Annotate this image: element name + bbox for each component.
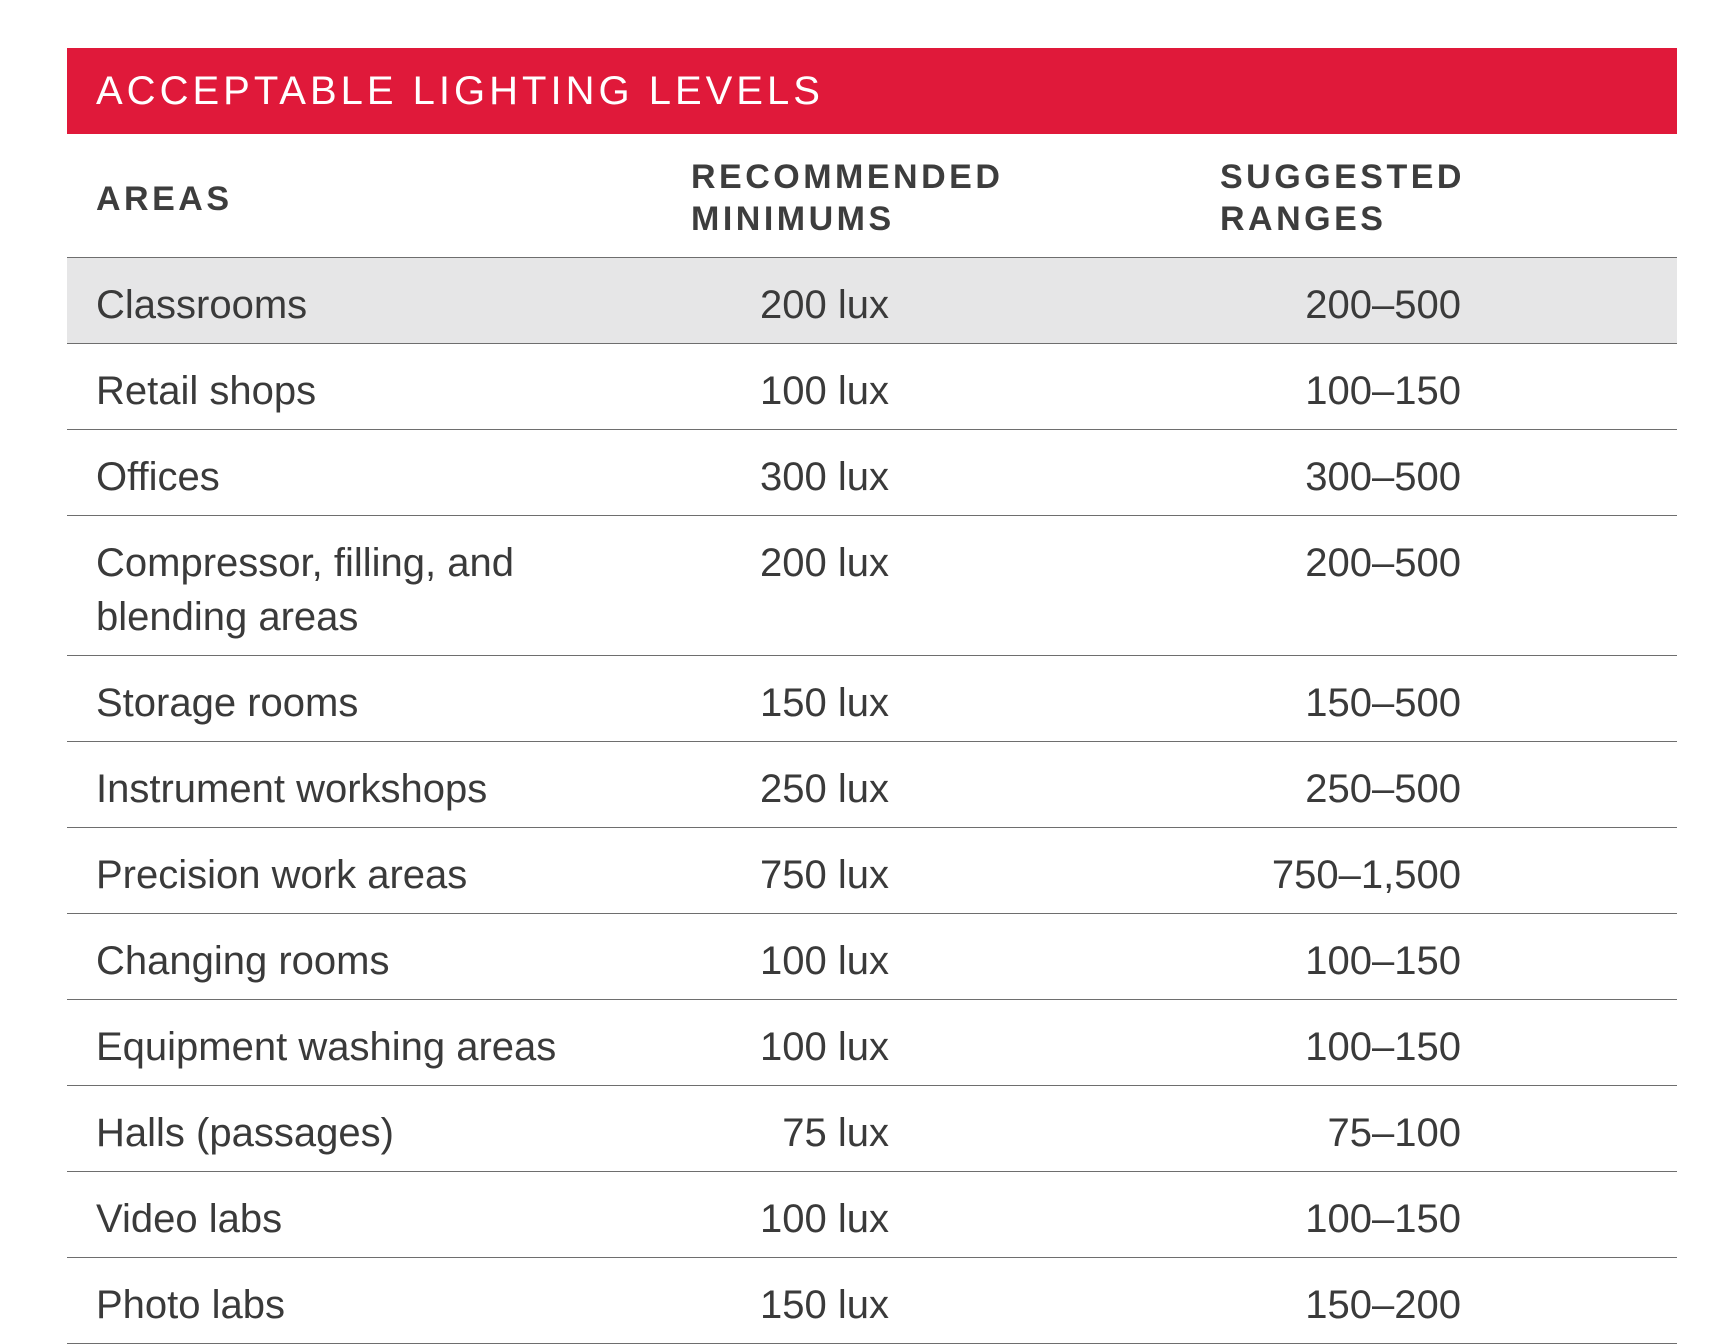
minimum-cell: 250 lux bbox=[760, 767, 889, 811]
table-row bbox=[67, 742, 1677, 828]
column-header-areas: AREAS bbox=[96, 180, 233, 218]
range-cell: 300–500 bbox=[1305, 455, 1461, 499]
table-row bbox=[67, 344, 1677, 430]
minimum-cell: 200 lux bbox=[760, 283, 889, 327]
area-cell: Storage rooms bbox=[96, 681, 359, 725]
table-row bbox=[67, 516, 1677, 656]
table-row bbox=[67, 828, 1677, 914]
range-cell: 100–150 bbox=[1305, 1197, 1461, 1241]
table-row bbox=[67, 258, 1677, 344]
table-header-row bbox=[67, 134, 1677, 258]
column-header-suggested-ranges: SUGGESTED RANGES bbox=[1220, 158, 1465, 238]
area-cell: Retail shops bbox=[96, 369, 317, 413]
minimum-cell: 100 lux bbox=[760, 369, 889, 413]
area-cell: Compressor, filling, and blending areas bbox=[96, 541, 514, 639]
minimum-cell: 100 lux bbox=[760, 1025, 889, 1069]
table-title: ACCEPTABLE LIGHTING LEVELS bbox=[96, 68, 824, 113]
range-cell: 100–150 bbox=[1305, 1025, 1461, 1069]
area-cell: Instrument workshops bbox=[96, 767, 488, 811]
area-cell: Video labs bbox=[96, 1197, 283, 1241]
range-cell: 75–100 bbox=[1327, 1111, 1461, 1155]
range-cell: 750–1,500 bbox=[1271, 853, 1461, 897]
area-cell: Equipment washing areas bbox=[96, 1025, 557, 1069]
range-cell: 250–500 bbox=[1305, 767, 1461, 811]
lighting-levels-table bbox=[67, 48, 1677, 1344]
minimum-cell: 150 lux bbox=[760, 681, 889, 725]
minimum-cell: 100 lux bbox=[760, 1197, 889, 1241]
table-row bbox=[67, 914, 1677, 1000]
area-cell: Changing rooms bbox=[96, 939, 390, 983]
range-cell: 100–150 bbox=[1305, 369, 1461, 413]
minimum-cell: 75 lux bbox=[782, 1111, 889, 1155]
minimum-cell: 200 lux bbox=[760, 541, 889, 585]
range-cell: 200–500 bbox=[1305, 541, 1461, 585]
table-row bbox=[67, 1086, 1677, 1172]
range-cell: 150–500 bbox=[1305, 681, 1461, 725]
minimum-cell: 300 lux bbox=[760, 455, 889, 499]
area-cell: Precision work areas bbox=[96, 853, 468, 897]
range-cell: 200–500 bbox=[1305, 283, 1461, 327]
range-cell: 150–200 bbox=[1305, 1283, 1461, 1327]
area-cell: Halls (passages) bbox=[96, 1111, 394, 1155]
table-row bbox=[67, 1172, 1677, 1258]
table-row bbox=[67, 430, 1677, 516]
area-cell: Classrooms bbox=[96, 283, 308, 327]
minimum-cell: 100 lux bbox=[760, 939, 889, 983]
table-row bbox=[67, 656, 1677, 742]
column-header-recommended-minimums: RECOMMENDED MINIMUMS bbox=[691, 158, 1004, 238]
table-row bbox=[67, 1258, 1677, 1344]
minimum-cell: 150 lux bbox=[760, 1283, 889, 1327]
minimum-cell: 750 lux bbox=[760, 853, 889, 897]
area-cell: Photo labs bbox=[96, 1283, 286, 1327]
area-cell: Offices bbox=[96, 455, 220, 499]
table-row bbox=[67, 1000, 1677, 1086]
range-cell: 100–150 bbox=[1305, 939, 1461, 983]
table-title-bar bbox=[67, 48, 1677, 134]
